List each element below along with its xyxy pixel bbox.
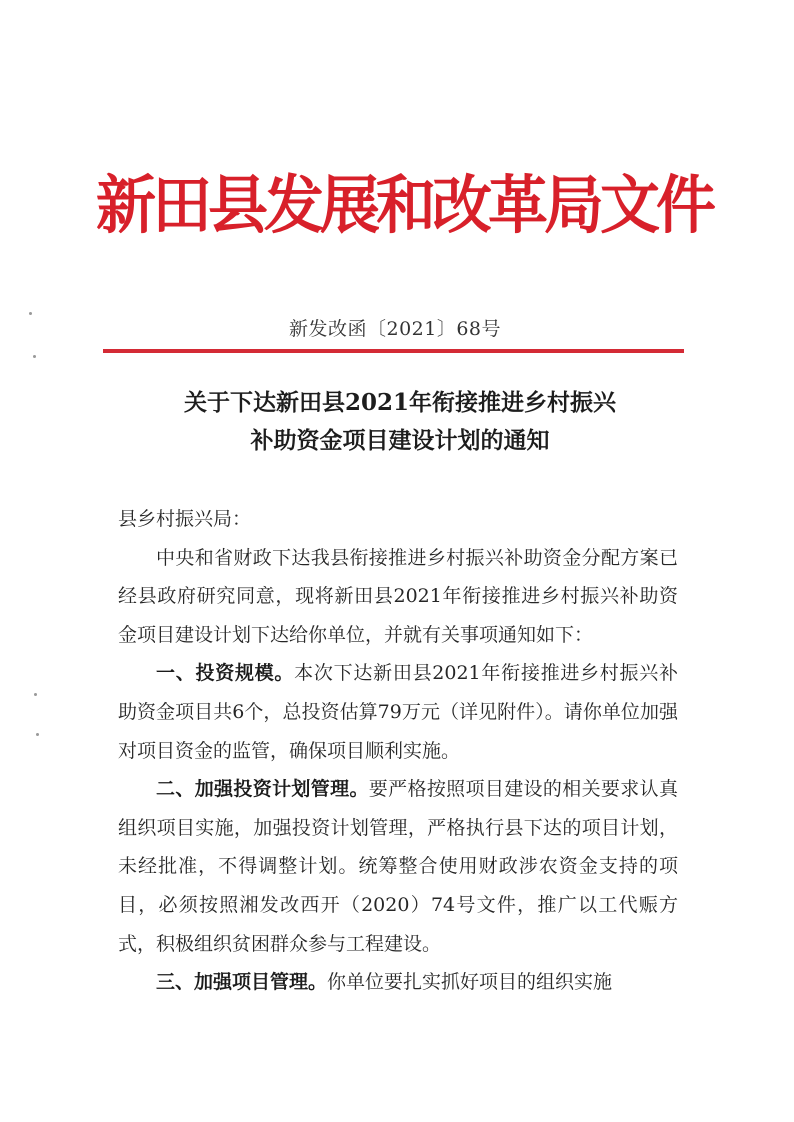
scan-speck bbox=[33, 355, 36, 358]
item-3-heading: 三、加强项目管理。 bbox=[156, 971, 328, 994]
notice-title bbox=[100, 384, 700, 460]
document-header-title: 新田县发展和改革局文件 bbox=[96, 169, 712, 243]
scan-speck bbox=[36, 733, 39, 736]
notice-body bbox=[118, 500, 678, 1002]
item-1-paragraph bbox=[118, 654, 678, 770]
intro-paragraph: 中央和省财政下达我县衔接推进乡村振兴补助资金分配方案已经县政府研究同意，现将新田县2021年衔接推进乡村振兴补助资金项目建设计划下达给你单位，并就有关事项通知如下： bbox=[118, 546, 678, 646]
salutation: 县乡村振兴局： bbox=[118, 508, 252, 530]
scan-speck bbox=[34, 693, 37, 696]
scan-speck bbox=[29, 312, 32, 315]
item-2-heading: 二、加强投资计划管理。 bbox=[156, 778, 369, 801]
notice-title-line-2: 补助资金项目建设计划的通知 bbox=[250, 427, 550, 454]
item-2-paragraph bbox=[118, 770, 678, 963]
red-divider-line bbox=[103, 349, 684, 353]
notice-title-line-1: 关于下达新田县2021年衔接推进乡村振兴 bbox=[183, 389, 616, 416]
item-3-text: 你单位要扎实抓好项目的组织实施 bbox=[327, 971, 613, 994]
document-number: 新发改函〔2021〕68号 bbox=[288, 318, 502, 340]
item-1-text: 本次下达新田县2021年衔接推进乡村振兴补助资金项目共6个，总投资估算79万元（详见附件）。请你单位加强对项目资金的监管，确保项目顺利实施。 bbox=[118, 662, 678, 762]
item-2-text: 要严格按照项目建设的相关要求认真组织项目实施，加强投资计划管理，严格执行县下达的项目计划，未经批准，不得调整计划。统筹整合使用财政涉农资金支持的项目，必须按照湘发改西开（2020）74号文件，推广以工代赈方式，积极组织贫困群众参与工程建设。 bbox=[118, 778, 678, 955]
item-1-heading: 一、投资规模。 bbox=[156, 662, 295, 685]
item-3-paragraph bbox=[118, 963, 678, 1002]
